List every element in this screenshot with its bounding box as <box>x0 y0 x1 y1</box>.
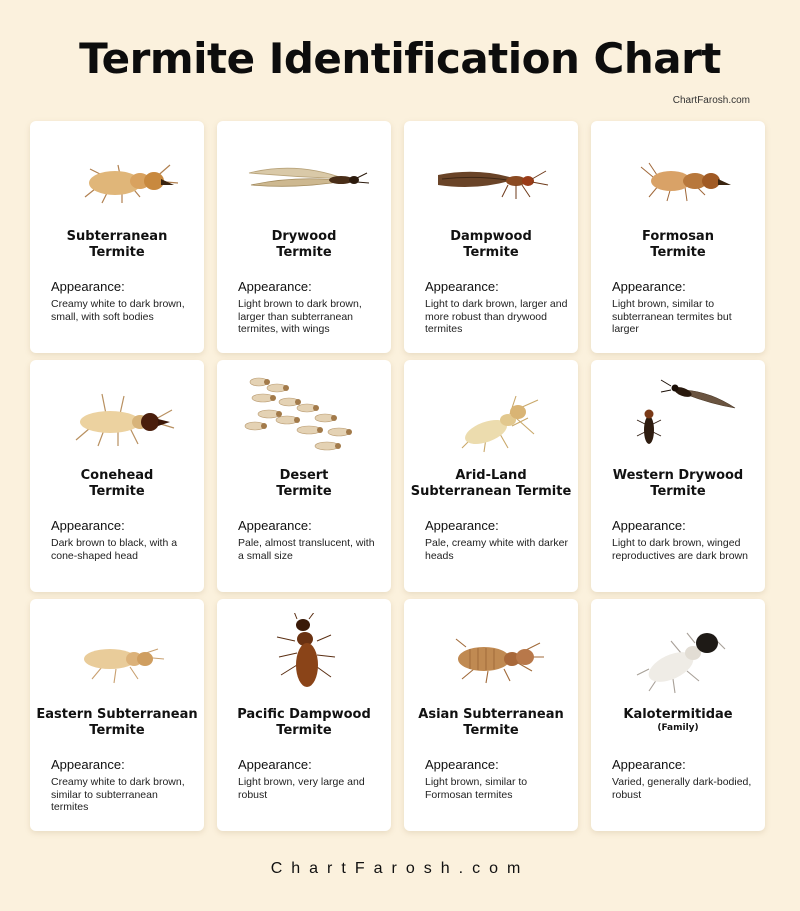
drywood-termite-icon <box>217 135 391 219</box>
termite-name-line1: Formosan <box>642 229 714 244</box>
termite-name <box>34 468 200 500</box>
appearance-label: Appearance: <box>51 518 125 533</box>
termite-name-line2: Termite <box>463 245 519 260</box>
formosan-termite-icon <box>591 135 765 219</box>
appearance-description: Light brown, very large and robust <box>238 776 365 801</box>
subterranean-termite-icon <box>30 135 204 219</box>
termite-name-line2: Termite <box>463 723 519 738</box>
appearance-description: Varied, generally dark-bodied, robust <box>612 776 752 801</box>
appearance-label: Appearance: <box>425 518 499 533</box>
termite-name <box>34 229 200 261</box>
termite-name-line1: Drywood <box>271 229 337 244</box>
termite-name <box>408 468 574 500</box>
termite-name-line1: Subterranean <box>66 229 168 244</box>
termite-name-line1: Eastern Subterranean <box>36 707 198 722</box>
termite-card <box>217 121 391 353</box>
termite-name-line1: Kalotermitidae <box>623 707 733 722</box>
termite-card-grid <box>30 121 765 831</box>
termite-name <box>595 229 761 261</box>
termite-name <box>221 468 387 500</box>
termite-card <box>591 599 765 831</box>
termite-name <box>408 707 574 739</box>
footer-site-name: ChartFarosh.com <box>270 860 530 877</box>
asian-subterranean-termite-icon <box>404 613 578 697</box>
arid-land-termite-icon <box>404 374 578 458</box>
termite-card <box>30 121 204 353</box>
termite-name <box>34 707 200 739</box>
eastern-subterranean-termite-icon <box>30 613 204 697</box>
appearance-label: Appearance: <box>425 279 499 294</box>
termite-card <box>404 599 578 831</box>
appearance-label: Appearance: <box>51 757 125 772</box>
appearance-label: Appearance: <box>612 518 686 533</box>
termite-name <box>221 707 387 739</box>
western-drywood-termite-icon <box>591 374 765 458</box>
termite-card <box>217 599 391 831</box>
appearance-label: Appearance: <box>612 279 686 294</box>
termite-name <box>221 229 387 261</box>
termite-card <box>591 121 765 353</box>
termite-card <box>217 360 391 592</box>
appearance-label: Appearance: <box>612 757 686 772</box>
page-title: Termite Identification Chart <box>79 34 721 83</box>
termite-card <box>404 121 578 353</box>
appearance-description: Light to dark brown, winged reproductives are dark brown <box>612 537 748 562</box>
termite-name-line2: Termite <box>650 245 706 260</box>
termite-card <box>404 360 578 592</box>
appearance-description: Creamy white to dark brown, similar to subterranean termites <box>51 776 185 813</box>
termite-name-line2: Termite <box>89 245 145 260</box>
dampwood-termite-icon <box>404 135 578 219</box>
appearance-label: Appearance: <box>238 518 312 533</box>
termite-name-line2: Subterranean Termite <box>410 484 572 499</box>
appearance-description: Dark brown to black, with a cone-shaped head <box>51 537 178 562</box>
termite-name-line1: Dampwood <box>450 229 532 244</box>
termite-name-line1: Pacific Dampwood <box>237 707 371 722</box>
termite-card <box>30 360 204 592</box>
appearance-description: Light brown to dark brown, larger than subterranean termites, with wings <box>238 298 362 335</box>
termite-card <box>30 599 204 831</box>
appearance-description: Pale, creamy white with darker heads <box>425 537 568 562</box>
termite-family-note: (Family) <box>657 723 699 733</box>
kalotermitidae-termite-icon <box>591 613 765 697</box>
termite-card <box>591 360 765 592</box>
appearance-description: Light brown, similar to Formosan termites <box>425 776 528 801</box>
termite-name <box>408 229 574 261</box>
appearance-description: Creamy white to dark brown, small, with soft bodies <box>51 298 185 323</box>
termite-name-line1: Arid-Land <box>455 468 527 483</box>
termite-name <box>595 468 761 500</box>
appearance-label: Appearance: <box>238 757 312 772</box>
appearance-description: Light brown, similar to subterranean termites but larger <box>612 298 732 335</box>
termite-name-line2: Termite <box>89 484 145 499</box>
termite-name-line2: Termite <box>89 723 145 738</box>
termite-name-line2: Termite <box>276 484 332 499</box>
appearance-description: Light to dark brown, larger and more robust than drywood termites <box>425 298 568 335</box>
termite-name-line1: Asian Subterranean <box>418 707 564 722</box>
appearance-label: Appearance: <box>425 757 499 772</box>
termite-name-line1: Western Drywood <box>612 468 744 483</box>
termite-name-line2: Termite <box>650 484 706 499</box>
desert-termite-group-icon <box>217 374 391 458</box>
termite-name-line2: Termite <box>276 245 332 260</box>
appearance-label: Appearance: <box>238 279 312 294</box>
termite-name-line2: Termite <box>276 723 332 738</box>
termite-name-line1: Desert <box>279 468 329 483</box>
appearance-description: Pale, almost translucent, with a small size <box>238 537 375 562</box>
pacific-dampwood-termite-icon <box>217 613 391 697</box>
appearance-label: Appearance: <box>51 279 125 294</box>
watermark: ChartFarosh.com <box>672 95 750 106</box>
conehead-termite-icon <box>30 374 204 458</box>
termite-name-line1: Conehead <box>80 468 154 483</box>
termite-name <box>595 707 761 733</box>
